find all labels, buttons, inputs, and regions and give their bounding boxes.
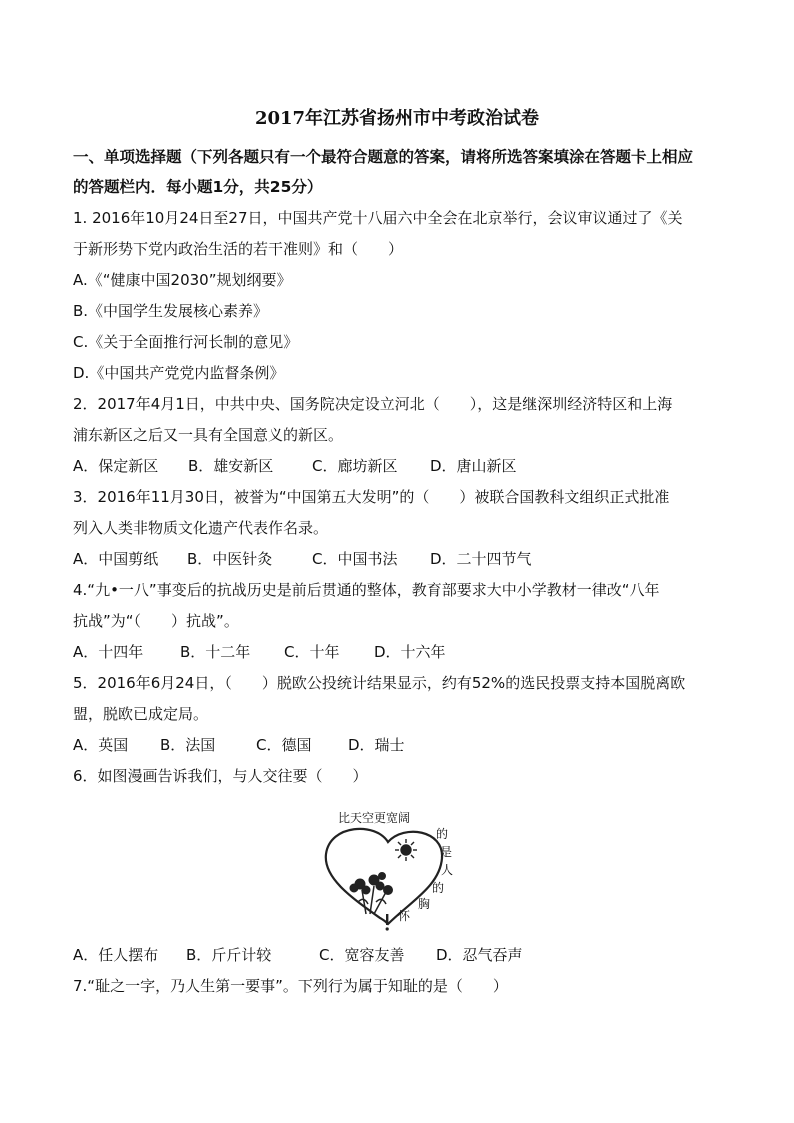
cartoon-top-text: 比天空更宽阔: [338, 811, 411, 825]
q4-option-b[interactable]: B．十二年: [180, 643, 251, 661]
q3-stem-line-2: 列入人类非物质文化遗产代表作名录。: [73, 519, 329, 537]
q5-option-a[interactable]: A．英国: [73, 736, 129, 754]
q5-stem-line-2: 盟，脱欧已成定局。: [73, 705, 209, 723]
q1-option-d[interactable]: D.《中国共产党党内监督条例》: [73, 364, 285, 382]
q3-options: [73, 549, 573, 569]
q1-stem-line-1: 1. 2016年10月24日至27日，中国共产党十八届六中全会在北京举行，会议审议通过了《关: [73, 209, 683, 227]
q7-stem-line-1: 7.“耻之一字，乃人生第一要事”。下列行为属于知耻的是（ ）: [73, 977, 508, 995]
q2-options: [73, 456, 573, 476]
q6-option-a[interactable]: A．任人摆布: [73, 946, 159, 964]
q3-stem-line-1: 3．2016年11月30日，被誉为“中国第五大发明”的（ ）被联合国教科文组织正式批准: [73, 488, 670, 506]
q6-option-b[interactable]: B．斤斤计较: [186, 946, 272, 964]
q6-option-c[interactable]: C．宽容友善: [319, 946, 405, 964]
section-heading-line-1: 一、单项选择题（下列各题只有一个最符合题意的答案，请将所选答案填涂在答题卡上相应: [73, 148, 694, 166]
q3-option-d[interactable]: D．二十四节气: [430, 550, 532, 568]
section-heading-line-2: 的答题栏内．每小题1分，共25分）: [73, 178, 323, 196]
cartoon-side-char-6: 怀: [398, 909, 411, 923]
q3-option-c[interactable]: C．中国书法: [312, 550, 398, 568]
cartoon-side-char-5: 胸: [418, 897, 431, 911]
q2-option-a[interactable]: A．保定新区: [73, 457, 159, 475]
cartoon-side-char-3: 人: [441, 863, 454, 877]
q5-option-b[interactable]: B．法国: [160, 736, 216, 754]
q1-option-c[interactable]: C.《关于全面推行河长制的意见》: [73, 333, 299, 351]
cartoon-side-char-1: 的: [436, 827, 449, 841]
q3-option-a[interactable]: A．中国剪纸: [73, 550, 159, 568]
flower-bouquet-icon: [350, 873, 393, 915]
q6-options: [73, 945, 593, 965]
q6-stem-line-1: 6．如图漫画告诉我们，与人交往要（ ）: [73, 767, 368, 785]
q4-stem-line-2: 抗战”为“（ ）抗战”。: [73, 612, 239, 630]
q6-option-d[interactable]: D．忍气吞声: [436, 946, 523, 964]
q4-stem-line-1: 4.“九•一八”事变后的抗战历史是前后贯通的整体，教育部要求大中小学教材一律改“八年: [73, 581, 660, 599]
exam-title: 2017年江苏省扬州市中考政治试卷: [254, 108, 540, 129]
q1-stem-line-2: 于新形势下党内政治生活的若干准则》和（ ）: [73, 240, 404, 258]
q1-option-b[interactable]: B.《中国学生发展核心素养》: [73, 302, 269, 320]
q2-stem-line-1: 2．2017年4月1日，中共中央、国务院决定设立河北（ ），这是继深圳经济特区和上海: [73, 395, 673, 413]
q4-option-c[interactable]: C．十年: [284, 643, 340, 661]
cartoon-heart-illustration: [318, 806, 460, 934]
cartoon-side-char-2: 是: [440, 845, 453, 859]
q5-stem-line-1: 5．2016年6月24日，（ ）脱欧公投统计结果显示，约有52%的选民投票支持本国脱离欧: [73, 674, 686, 692]
cartoon-side-char-4: 的: [432, 881, 445, 895]
q4-options: [73, 642, 573, 662]
q2-stem-line-2: 浦东新区之后又一具有全国意义的新区。: [73, 426, 344, 444]
q5-option-c[interactable]: C．德国: [256, 736, 312, 754]
q5-options: [73, 735, 573, 755]
q2-option-b[interactable]: B．雄安新区: [188, 457, 274, 475]
q5-option-d[interactable]: D．瑞士: [348, 736, 405, 754]
q4-option-a[interactable]: A．十四年: [73, 643, 144, 661]
q4-option-d[interactable]: D．十六年: [374, 643, 446, 661]
sun-icon: [395, 839, 417, 861]
q3-option-b[interactable]: B．中医针灸: [187, 550, 273, 568]
q2-option-c[interactable]: C．廊坊新区: [312, 457, 398, 475]
exclamation-mark-icon: [386, 914, 389, 931]
q1-option-a[interactable]: A.《“健康中国2030”规划纲要》: [73, 271, 292, 289]
q2-option-d[interactable]: D．唐山新区: [430, 457, 517, 475]
